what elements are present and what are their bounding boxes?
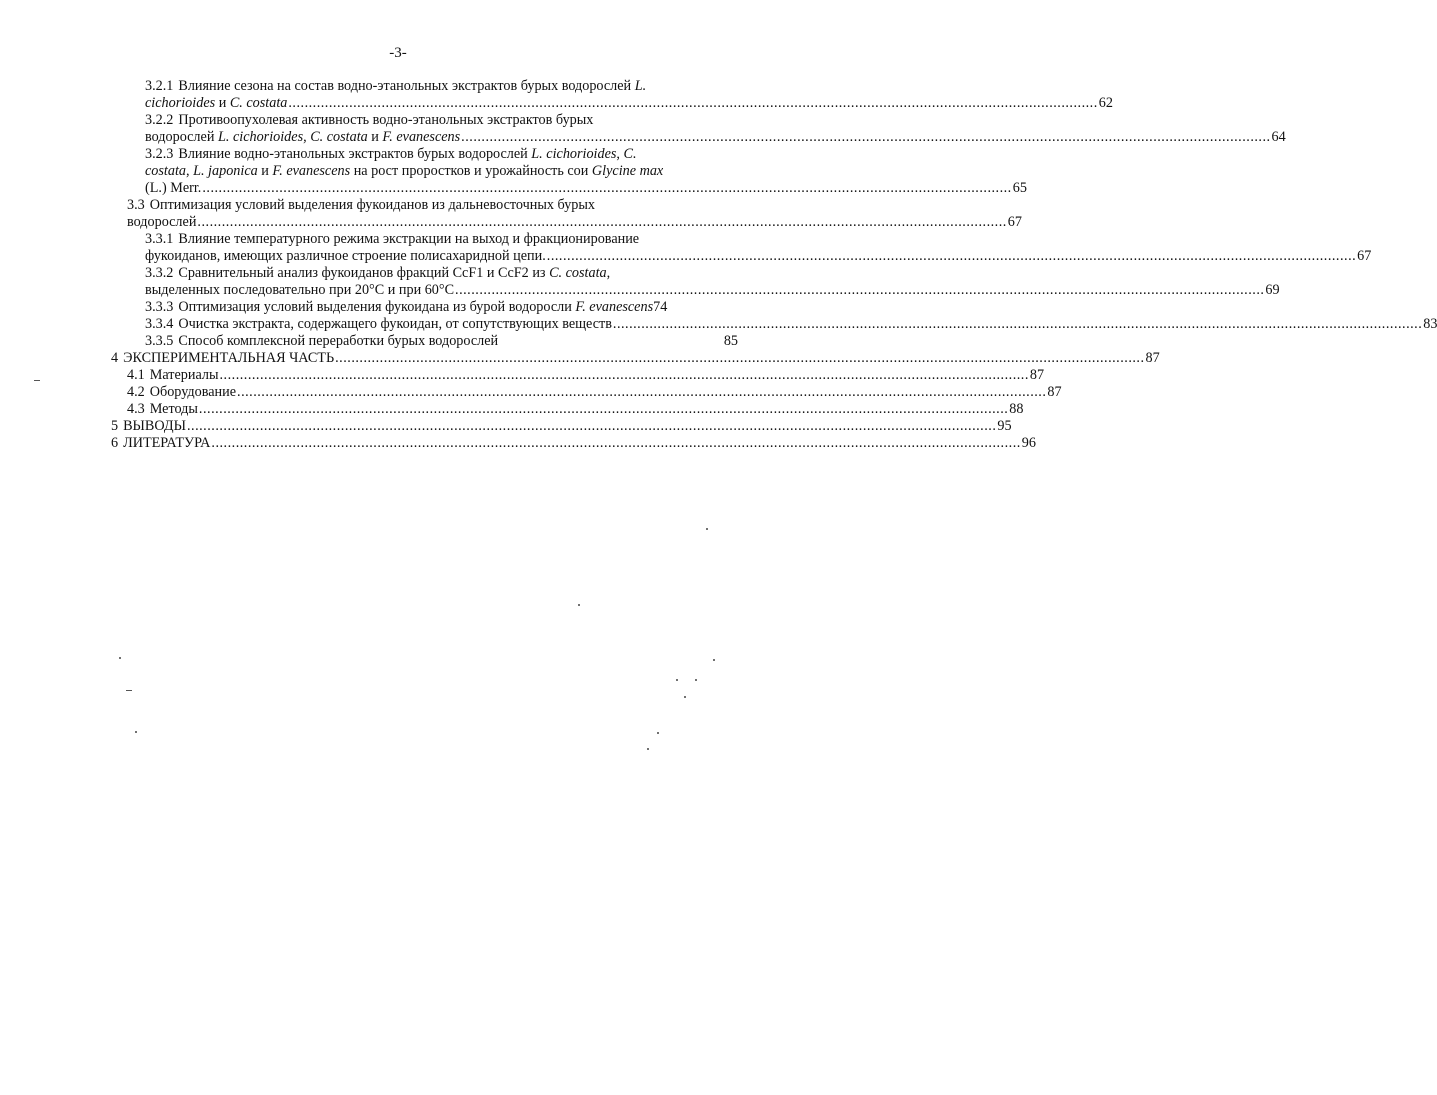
toc-line — [145, 299, 744, 316]
section-number: 3.3.3 — [145, 299, 174, 315]
toc-line — [111, 435, 1036, 452]
page-ref: 87 — [1029, 367, 1045, 383]
leader-dots: ........................................................................................................................................................................................................ — [237, 384, 1047, 400]
section-title: водорослей — [127, 214, 197, 230]
scan-artifact — [676, 679, 678, 681]
toc-entry-6[interactable] — [111, 435, 1036, 452]
toc-entry-4-1[interactable] — [127, 367, 1045, 384]
toc-line — [127, 401, 1024, 418]
section-title: на рост проростков и урожайность сои — [350, 163, 592, 179]
toc-entry-4[interactable] — [111, 350, 1160, 367]
page-ref: 67 — [1357, 248, 1372, 264]
section-title: ЛИТЕРАТУРА — [123, 435, 211, 451]
section-number: 3.3 — [127, 197, 145, 213]
leader-dots: ........................................................................................................................................................................................................ — [288, 95, 1098, 111]
toc-line — [145, 95, 1113, 112]
section-title-italic: cichorioides — [145, 95, 216, 111]
toc-line — [145, 248, 1372, 265]
section-title: выделенных последовательно при 20°С и при 60°С — [145, 282, 455, 298]
page-ref: 96 — [1021, 435, 1036, 451]
scan-artifact — [119, 657, 121, 659]
scan-artifact — [578, 604, 580, 606]
page-ref: 87 — [1047, 384, 1062, 400]
section-title: Оптимизация условий выделения фукоидана из бурой водоросли — [178, 299, 576, 315]
section-title: Оборудование — [149, 384, 237, 400]
leader-dots: ........................................................................................................................................................................................................ — [335, 350, 1145, 366]
leader-dots: ........................................................................................................................................................................................................ — [202, 180, 1012, 196]
section-title: ЭКСПЕРИМЕНТАЛЬНАЯ ЧАСТЬ — [123, 350, 335, 366]
section-title: , — [185, 163, 194, 179]
page-ref: 64 — [1271, 129, 1286, 145]
section-number: 3.2.1 — [145, 78, 174, 94]
section-title-italic: C. costata — [549, 265, 607, 281]
section-title: Очистка экстракта, содержащего фукоидан, от сопутствующих веществ — [178, 316, 612, 332]
scan-artifact — [126, 690, 132, 691]
toc-entry-3-2-3[interactable] — [145, 146, 1027, 197]
scan-artifact — [647, 748, 649, 750]
section-title: , — [303, 129, 311, 145]
section-title: (L.) Merr. — [145, 180, 202, 196]
toc-line — [111, 418, 1012, 435]
leader-dots: ........................................................................................................................................................................................................ — [612, 316, 1423, 332]
toc-entry-3-2-1[interactable] — [145, 78, 1113, 112]
section-number: 3.3.2 — [145, 265, 174, 281]
scan-artifact — [684, 696, 686, 698]
section-number: 3.2.2 — [145, 112, 174, 128]
page-ref: 88 — [1009, 401, 1024, 417]
leader-dots: ........................................................................................................................................................................................................ — [211, 435, 1021, 451]
leader-dots: ........................................................................................................................................................................................................ — [461, 129, 1271, 145]
section-title: Способ комплексной переработки бурых водорослей — [178, 333, 499, 349]
section-title-italic: L. cichorioides — [217, 129, 304, 145]
page-ref: 83 — [1423, 316, 1437, 332]
page-ref: 87 — [1145, 350, 1160, 366]
toc-entry-3-3-1[interactable] — [145, 231, 1372, 265]
section-title-italic: C. costata — [310, 129, 368, 145]
section-title-italic: costata — [145, 163, 186, 179]
section-title-italic: L. japonica — [193, 163, 258, 179]
section-title: ВЫВОДЫ — [123, 418, 186, 434]
section-number: 3.3.4 — [145, 316, 174, 332]
section-title: Методы — [149, 401, 198, 417]
section-title-italic: C. costata — [229, 95, 288, 111]
section-number: 5 — [111, 418, 119, 434]
section-title: и — [367, 129, 383, 145]
page-ref: 85 — [723, 333, 738, 349]
toc-line — [145, 316, 1437, 333]
toc-entry-4-2[interactable] — [127, 384, 1062, 401]
toc-line — [127, 214, 1022, 231]
section-title-italic: F. evanescens — [272, 163, 351, 179]
section-title: водорослей — [145, 129, 218, 145]
toc-line — [111, 350, 1160, 367]
page-ref: 95 — [997, 418, 1012, 434]
section-title: Сравнительный анализ фукоиданов фракций CcF1 и CcF2 из — [178, 265, 550, 281]
page-ref: 62 — [1098, 95, 1113, 111]
section-number: 3.3.5 — [145, 333, 174, 349]
toc-line — [127, 197, 744, 214]
toc-entry-3-3[interactable] — [127, 197, 1022, 231]
toc-line — [145, 180, 1027, 197]
leader-dots: ........................................................................................................................................................................................................ — [455, 282, 1265, 298]
page-number: -3- — [389, 45, 407, 61]
toc-entry-5[interactable] — [111, 418, 1012, 435]
toc-entry-3-3-5[interactable] — [145, 333, 744, 350]
section-title-italic: L. — [634, 78, 647, 94]
scan-artifact — [695, 679, 697, 681]
section-title: и — [257, 163, 273, 179]
section-number: 4.2 — [127, 384, 145, 400]
page-ref: 67 — [1007, 214, 1022, 230]
section-title: Влияние водно-этанольных экстрактов бурых водорослей — [178, 146, 532, 162]
section-number: 4.1 — [127, 367, 145, 383]
section-title: Оптимизация условий выделения фукоиданов из дальневосточных бурых — [149, 197, 596, 213]
scan-artifact — [135, 731, 137, 733]
toc-line — [145, 112, 744, 129]
toc-line — [145, 129, 1286, 146]
section-number: 3.2.3 — [145, 146, 174, 162]
toc-line — [145, 282, 1280, 299]
page-ref: 69 — [1265, 282, 1280, 298]
section-title-italic: L. cichorioides — [531, 146, 617, 162]
toc-line — [145, 146, 744, 163]
toc-line — [145, 333, 744, 350]
scan-artifact — [34, 380, 40, 381]
section-number: 3.3.1 — [145, 231, 174, 247]
toc-entry-4-3[interactable] — [127, 401, 1024, 418]
table-of-contents — [0, 78, 1437, 452]
leader-dots: ........................................................................................................................................................................................................ — [219, 367, 1029, 383]
section-title: Материалы — [149, 367, 219, 383]
page-ref: 74 — [653, 299, 668, 315]
toc-entry-3-2-2[interactable] — [145, 112, 1286, 146]
section-title: Влияние температурного режима экстракции на выход и фракционирование — [178, 231, 640, 247]
section-title: фукоиданов, имеющих различное строение полисахаридной цепи. — [145, 248, 546, 264]
section-title-italic: Glycine max — [591, 163, 664, 179]
scan-artifact — [706, 528, 708, 530]
toc-line — [127, 384, 1062, 401]
toc-entry-3-3-3[interactable] — [145, 299, 744, 316]
section-number: 4.3 — [127, 401, 145, 417]
page-ref: 65 — [1012, 180, 1027, 196]
scan-artifact — [713, 659, 715, 661]
leader-dots: ........................................................................................................................................................................................................ — [197, 214, 1007, 230]
section-title-italic: C. — [623, 146, 637, 162]
leader-dots: ........................................................................................................................................................................................................ — [198, 401, 1009, 417]
toc-line — [145, 231, 744, 248]
toc-entry-3-3-4[interactable] — [145, 316, 1437, 333]
section-title: , — [616, 146, 624, 162]
toc-line — [127, 367, 1045, 384]
section-title: , — [606, 265, 611, 281]
leader-dots: ........................................................................................................................................................................................................ — [546, 248, 1357, 264]
section-title-italic: F. evanescens — [575, 299, 654, 315]
toc-line — [145, 163, 744, 180]
toc-line — [145, 78, 744, 95]
section-title: Влияние сезона на состав водно-этанольных экстрактов бурых водорослей — [178, 78, 635, 94]
section-number: 4 — [111, 350, 119, 366]
section-number: 6 — [111, 435, 119, 451]
toc-line — [145, 265, 744, 282]
scan-artifact — [657, 732, 659, 734]
leader-dots: ........................................................................................................................................................................................................ — [186, 418, 997, 434]
section-title: Противоопухолевая активность водно-этанольных экстрактов бурых — [178, 112, 594, 128]
section-title-italic: F. evanescens — [382, 129, 461, 145]
section-title: и — [215, 95, 230, 111]
toc-entry-3-3-2[interactable] — [145, 265, 1280, 299]
